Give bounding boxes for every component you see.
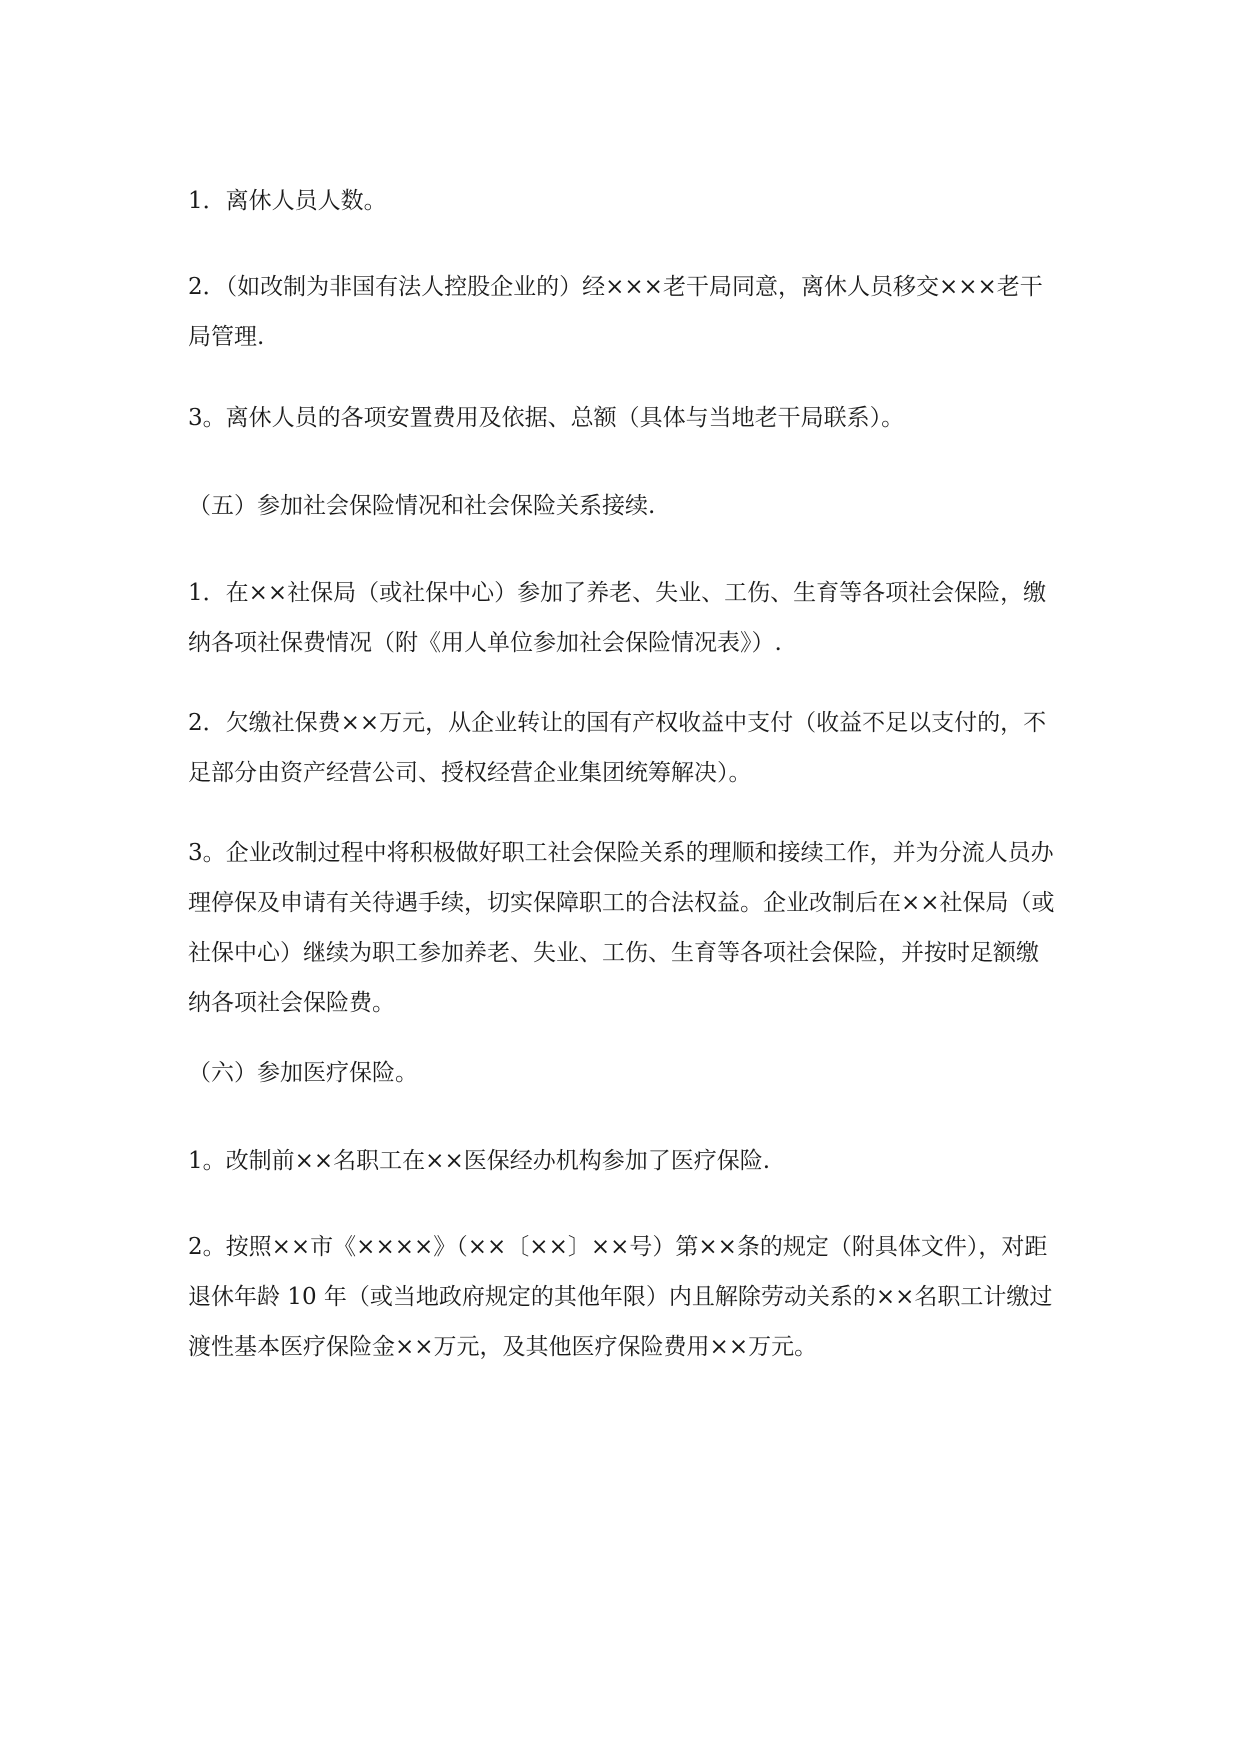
paragraph-retiree-transfer: 2．（如改制为非国有法人控股企业的）经×××老干局同意，离休人员移交×××老干局管理.: [188, 274, 1043, 350]
paragraph-retiree-count: 1．离休人员人数。: [188, 188, 387, 214]
paragraph-medical-before: 1。改制前××名职工在××医保经办机构参加了医疗保险.: [188, 1148, 771, 1174]
paragraph-medical-transitional: 2。按照××市《××××》（××〔××〕××号）第××条的规定（附具体文件），对距退休年龄 10 年（或当地政府规定的其他年限）内且解除劳动关系的××名职工计缴过渡性基本医疗保险金××万元，及其他医疗保险费用××万元。: [188, 1234, 1053, 1360]
paragraph-insurance-participation: 1．在××社保局（或社保中心）参加了养老、失业、工伤、生育等各项社会保险，缴纳各项社保费情况（附《用人单位参加社会保险情况表》）.: [188, 580, 1047, 656]
paragraph-insurance-continuation: 3。企业改制过程中将积极做好职工社会保险关系的理顺和接续工作，并为分流人员办理停保及申请有关待遇手续，切实保障职工的合法权益。企业改制后在××社保局（或社保中心）继续为职工参加养老、失业、工伤、生育等各项社会保险，并按时足额缴纳各项社会保险费。: [188, 840, 1055, 1016]
paragraph-unpaid-fees: 2．欠缴社保费××万元，从企业转让的国有产权收益中支付（收益不足以支付的，不足部分由资产经营公司、授权经营企业集团统筹解决）。: [188, 710, 1047, 786]
section-heading-social-insurance: （五）参加社会保险情况和社会保险关系接续.: [188, 493, 656, 519]
section-heading-medical-insurance: （六）参加医疗保险。: [188, 1060, 418, 1086]
paragraph-retiree-costs: 3。离休人员的各项安置费用及依据、总额（具体与当地老干局联系）。: [188, 405, 905, 431]
